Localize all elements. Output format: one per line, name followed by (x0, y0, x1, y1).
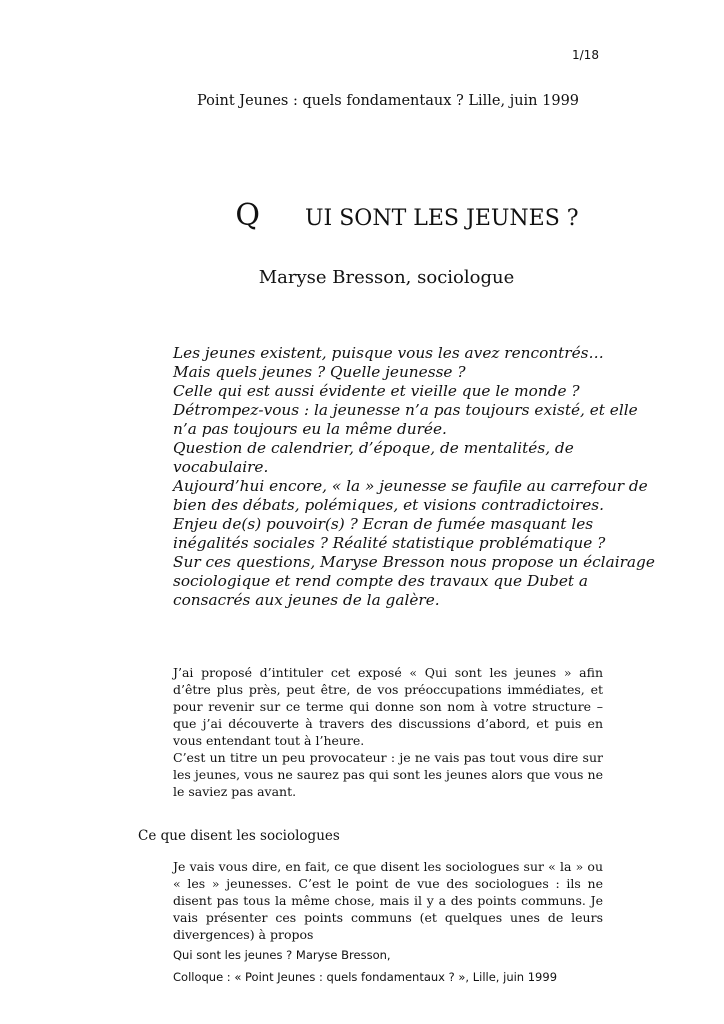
body-text (173, 664, 603, 800)
intro-line: vocabulaire. (173, 458, 269, 476)
page-footer (173, 944, 557, 988)
document-title (0, 198, 724, 233)
section-paragraph: Je vais vous dire, en fait, ce que disent les sociologues sur « la » ou « les » jeunesses. C’est le point de vue des sociologues : ils ne disent pas tous la même chose, mais il y a des points communs. Je vais présenter ces points communs (et quelques unes de leurs divergences) à propos (173, 859, 603, 942)
title-text (190, 198, 578, 233)
intro-line: Question de calendrier, d’époque, de mentalités, de (173, 439, 574, 457)
intro-line: Celle qui est aussi évidente et vieille que le monde ? (173, 382, 580, 400)
intro-abstract (173, 344, 655, 610)
intro-line: Sur ces questions, Maryse Bresson nous propose un éclairage (173, 553, 655, 571)
footer-line: Qui sont les jeunes ? Maryse Bresson, (173, 948, 391, 962)
author-line (0, 267, 724, 288)
body-paragraph: C’est un titre un peu provocateur : je ne vais pas tout vous dire sur les jeunes, vous ne saurez pas qui sont les jeunes alors que vous ne le saviez pas avant. (173, 750, 603, 799)
body-paragraph: J’ai proposé d’intituler cet exposé « Qui sont les jeunes » afin d’être plus près, peut être, de vos préoccupations immédiates, et pour revenir sur ce terme qui donne son nom à votre structure – que j’ai découverte à travers des discussions d’abord, et puis en vous entendant tout à l’heure. (173, 665, 603, 748)
intro-line: Enjeu de(s) pouvoir(s) ? Ecran de fumée masquant les (173, 515, 594, 533)
section-heading: Ce que disent les sociologues (138, 828, 340, 844)
intro-line: Détrompez-vous : la jeunesse n’a pas toujours existé, et elle (173, 401, 638, 419)
author-text: Maryse Bresson, sociologue (258, 267, 515, 288)
title-first-letter: Q (235, 198, 261, 233)
intro-line: inégalités sociales ? Réalité statistique problématique ? (173, 534, 606, 552)
intro-line: Les jeunes existent, puisque vous les avez rencontrés… (173, 344, 604, 362)
title-rest: UI SONT LES JEUNES ? (305, 206, 579, 231)
intro-line: bien des débats, polémiques, et visions contradictoires. (173, 496, 605, 514)
document-header (0, 93, 724, 109)
footer-line: Colloque : « Point Jeunes : quels fondamentaux ? », Lille, juin 1999 (173, 970, 558, 984)
header-text: Point Jeunes : quels fondamentaux ? Lille, juin 1999 (196, 93, 580, 109)
intro-line: sociologique et rend compte des travaux que Dubet a (173, 572, 589, 590)
page-number: 1/18 (572, 48, 599, 62)
intro-line: Aujourd’hui encore, « la » jeunesse se faufile au carrefour de (173, 477, 648, 495)
intro-line: consacrés aux jeunes de la galère. (173, 591, 440, 609)
intro-line: n’a pas toujours eu la même durée. (173, 420, 447, 438)
section-body (173, 858, 603, 943)
intro-line: Mais quels jeunes ? Quelle jeunesse ? (173, 363, 466, 381)
